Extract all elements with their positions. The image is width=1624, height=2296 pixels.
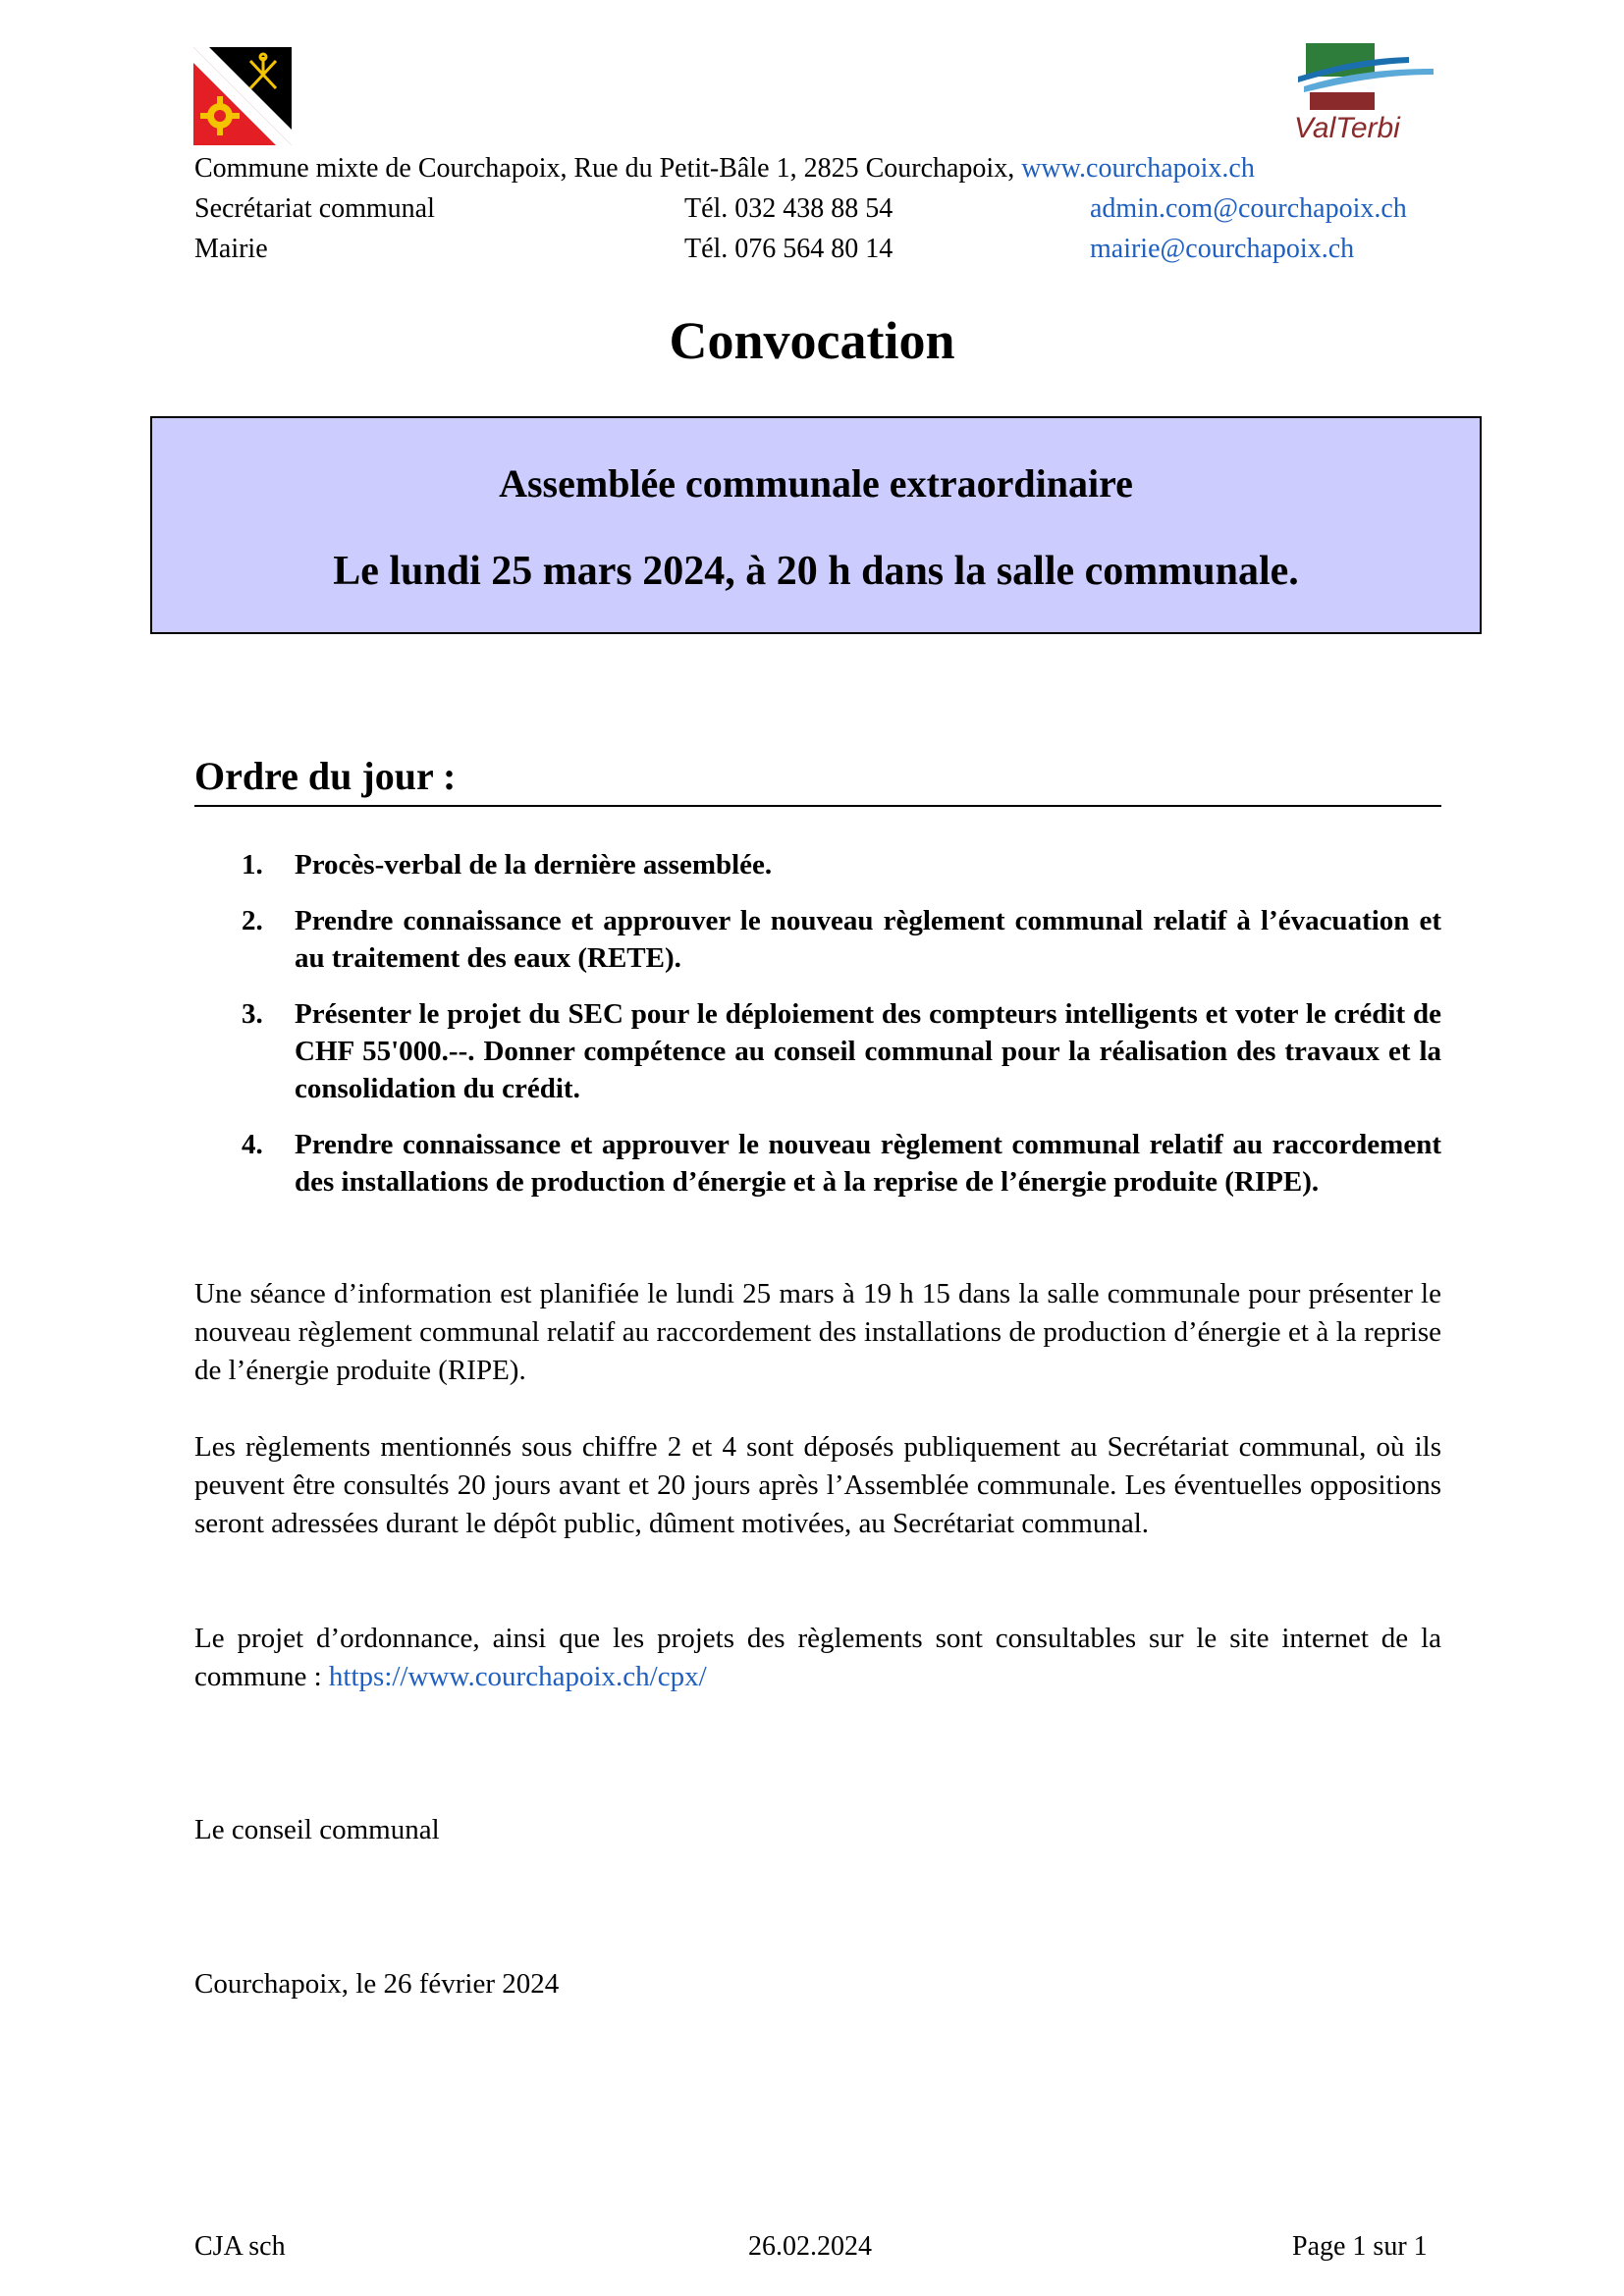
agenda-item-number: 4. — [242, 1129, 263, 1160]
info-session-paragraph: Une séance d’information est planifiée le lundi 25 mars à 19 h 15 dans la salle communale pour présenter le nouveau règlement communal relatif au raccordement des installations de production d’énergie et à la reprise de l’énergie produite (RIPE). — [194, 1278, 1441, 1386]
agenda-item-text: Prendre connaissance et approuver le nouveau règlement communal relatif à l’évacuation et au traitement des eaux (RETE). — [295, 905, 1441, 974]
heading-underline-divider — [194, 805, 1441, 807]
secretariat-email-link[interactable]: admin.com@courchapoix.ch — [1090, 193, 1407, 224]
agenda-item-number: 2. — [242, 905, 263, 936]
assembly-announcement-box — [150, 416, 1482, 634]
agenda-item-number: 1. — [242, 849, 263, 881]
footer-date: 26.02.2024 — [748, 2231, 872, 2262]
signature: Le conseil communal — [194, 1814, 440, 1845]
address-text: Commune mixte de Courchapoix, Rue du Petit-Bâle 1, 2825 Courchapoix, — [194, 153, 1015, 184]
valterbi-logo — [1286, 39, 1443, 142]
agenda-item — [194, 995, 1441, 1107]
courchapoix-coat-of-arms-logo — [193, 47, 292, 145]
assembly-type: Assemblée communale extraordinaire — [499, 461, 1133, 506]
agenda-list — [194, 846, 1441, 1219]
assembly-date-place: Le lundi 25 mars 2024, à 20 h dans la salle communale. — [333, 549, 1299, 594]
projects-paragraph — [194, 1620, 1441, 1696]
agenda-item-text: Présenter le projet du SEC pour le déploiement des compteurs intelligents et voter le crédit de CHF 55'000.--. Donner compétence au conseil communal pour la réalisation des travaux et la consolidation du crédit. — [295, 998, 1441, 1104]
mairie-phone: Tél. 076 564 80 14 — [684, 234, 893, 264]
footer-page-number: Page 1 sur 1 — [1292, 2231, 1428, 2262]
agenda-item — [194, 1126, 1441, 1201]
footer-reference: CJA sch — [194, 2231, 286, 2262]
projects-link[interactable]: https://www.courchapoix.ch/cpx/ — [328, 1661, 707, 1692]
mairie-email-link[interactable]: mairie@courchapoix.ch — [1090, 234, 1355, 264]
secretariat-label: Secrétariat communal — [194, 193, 435, 224]
website-link[interactable]: www.courchapoix.ch — [1021, 153, 1255, 184]
secretariat-phone: Tél. 032 438 88 54 — [684, 193, 893, 224]
page-title: Convocation — [669, 311, 955, 370]
deposit-paragraph: Les règlements mentionnés sous chiffre 2 et 4 sont déposés publiquement au Secrétariat communal, où ils peuvent être consultés 20 jours avant et 20 jours après l’Assemblée communale. Les éventuelles oppositions seront adressées durant le dépôt public, dûment motivées, au Secrétariat communal. — [194, 1431, 1441, 1539]
mairie-label: Mairie — [194, 234, 268, 264]
agenda-item — [194, 902, 1441, 977]
agenda-item-text: Procès-verbal de la dernière assemblée. — [295, 849, 773, 881]
place-date: Courchapoix, le 26 février 2024 — [194, 1968, 560, 2000]
projects-text: Le projet d’ordonnance, ainsi que les projets des règlements sont consultables sur le site internet de la commune : — [194, 1623, 1441, 1692]
agenda-item — [194, 846, 1441, 883]
agenda-item-text: Prendre connaissance et approuver le nouveau règlement communal relatif au raccordement des installations de production d’énergie et à la reprise de l’énergie produite (RIPE). — [295, 1129, 1441, 1198]
valterbi-logo-text: ValTerbi — [1294, 112, 1400, 142]
agenda-item-number: 3. — [242, 998, 263, 1030]
agenda-heading: Ordre du jour : — [194, 754, 457, 798]
address-line — [194, 149, 1255, 188]
